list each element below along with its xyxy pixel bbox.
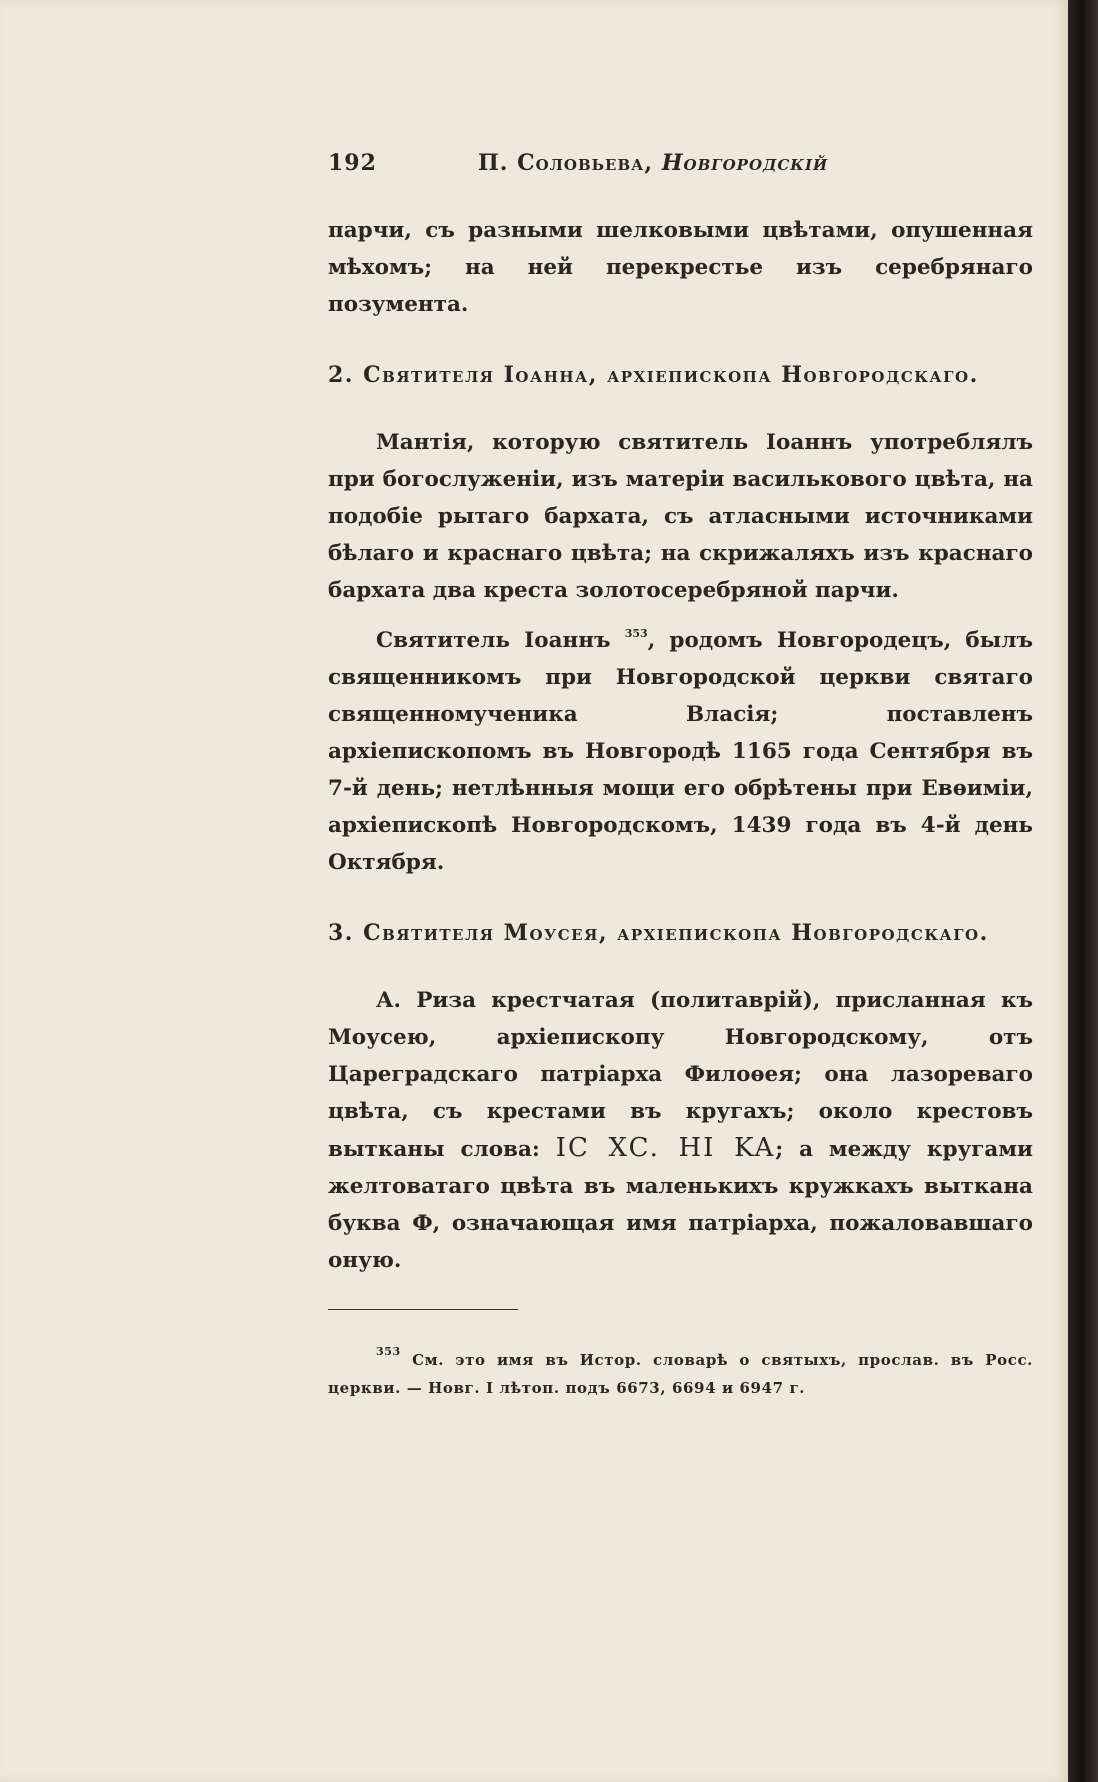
section-2-heading [328, 357, 1033, 394]
s2-para2-rest: , родомъ Новгородецъ, былъ священникомъ при Новгородской церкви святаго священномученика Власія; поставленъ архіепископомъ въ Новгородѣ 1165 года Сентября въ 7-й день; нетлѣнныя мощи его обрѣтены при Евѳиміи, архіепископѣ Новгородскомъ, 1439 года въ 4-й день Октября. [328, 628, 1033, 875]
page-number: 192 [328, 150, 377, 176]
footnote-text: См. это имя въ Истор. словарѣ о святыхъ, прослав. въ Росс. церкви. — Новг. I лѣтоп. подъ 6673, 6694 и 6947 г. [328, 1351, 1033, 1397]
s2-para2-start: Святитель Іоаннъ [376, 628, 611, 653]
paragraph-continuation: парчи, съ разными шелковыми цвѣтами, опушенная мѣхомъ; на ней перекрестье изъ серебрянаго позумента. [328, 218, 1033, 317]
running-header [328, 150, 1033, 190]
section-3-heading [328, 915, 1033, 952]
running-title-italic: Новгородскій [661, 150, 829, 176]
book-spine-edge [1068, 0, 1098, 1782]
s3-para-a-start: А. Риза крестчатая (политаврій), присланная къ Моусею, архіепископу Новгородскому, отъ Цареградскаго патріарха Филоѳея; она лазореваго цвѣта, съ крестами въ кругахъ; около крестовъ вытканы слова: [328, 988, 1033, 1162]
section-3-paragraph-a [328, 982, 1033, 1279]
running-title-author: П. Соловьева, [478, 150, 654, 176]
footnote-marker: 353 [376, 1345, 401, 1358]
section-2-number: 2. [328, 362, 354, 388]
section-2-paragraph-1: Мантія, которую святитель Іоаннъ употреблялъ при богослуженіи, изъ матеріи василькового цвѣта, на подобіе рытаго бархата, съ атласными источниками бѣлаго и краснаго цвѣта; на скрижаляхъ изъ краснаго бархата два креста золотосеребряной парчи. [328, 430, 1033, 603]
greek-inscription: IC XC. HI KA [555, 1133, 776, 1163]
section-2-paragraph-2 [328, 615, 1033, 881]
text-block [328, 150, 1033, 1402]
section-2-title: Святителя Іоанна, архіепископа Новгородскаго. [363, 362, 979, 388]
footnote-353 [328, 1338, 1033, 1402]
s3-para-a-rest: ; а между кругами желтоватаго цвѣта въ маленькихъ кружкахъ выткана буква Ф, означающая имя патріарха, пожаловавшаго оную. [328, 1137, 1033, 1273]
section-3-title: Святителя Моусея, архіепископа Новгородскаго. [363, 920, 989, 946]
footnote-ref-353[interactable]: 353 [624, 627, 648, 640]
running-title [478, 150, 828, 176]
section-3-number: 3. [328, 920, 354, 946]
footnote-rule [328, 1309, 518, 1310]
